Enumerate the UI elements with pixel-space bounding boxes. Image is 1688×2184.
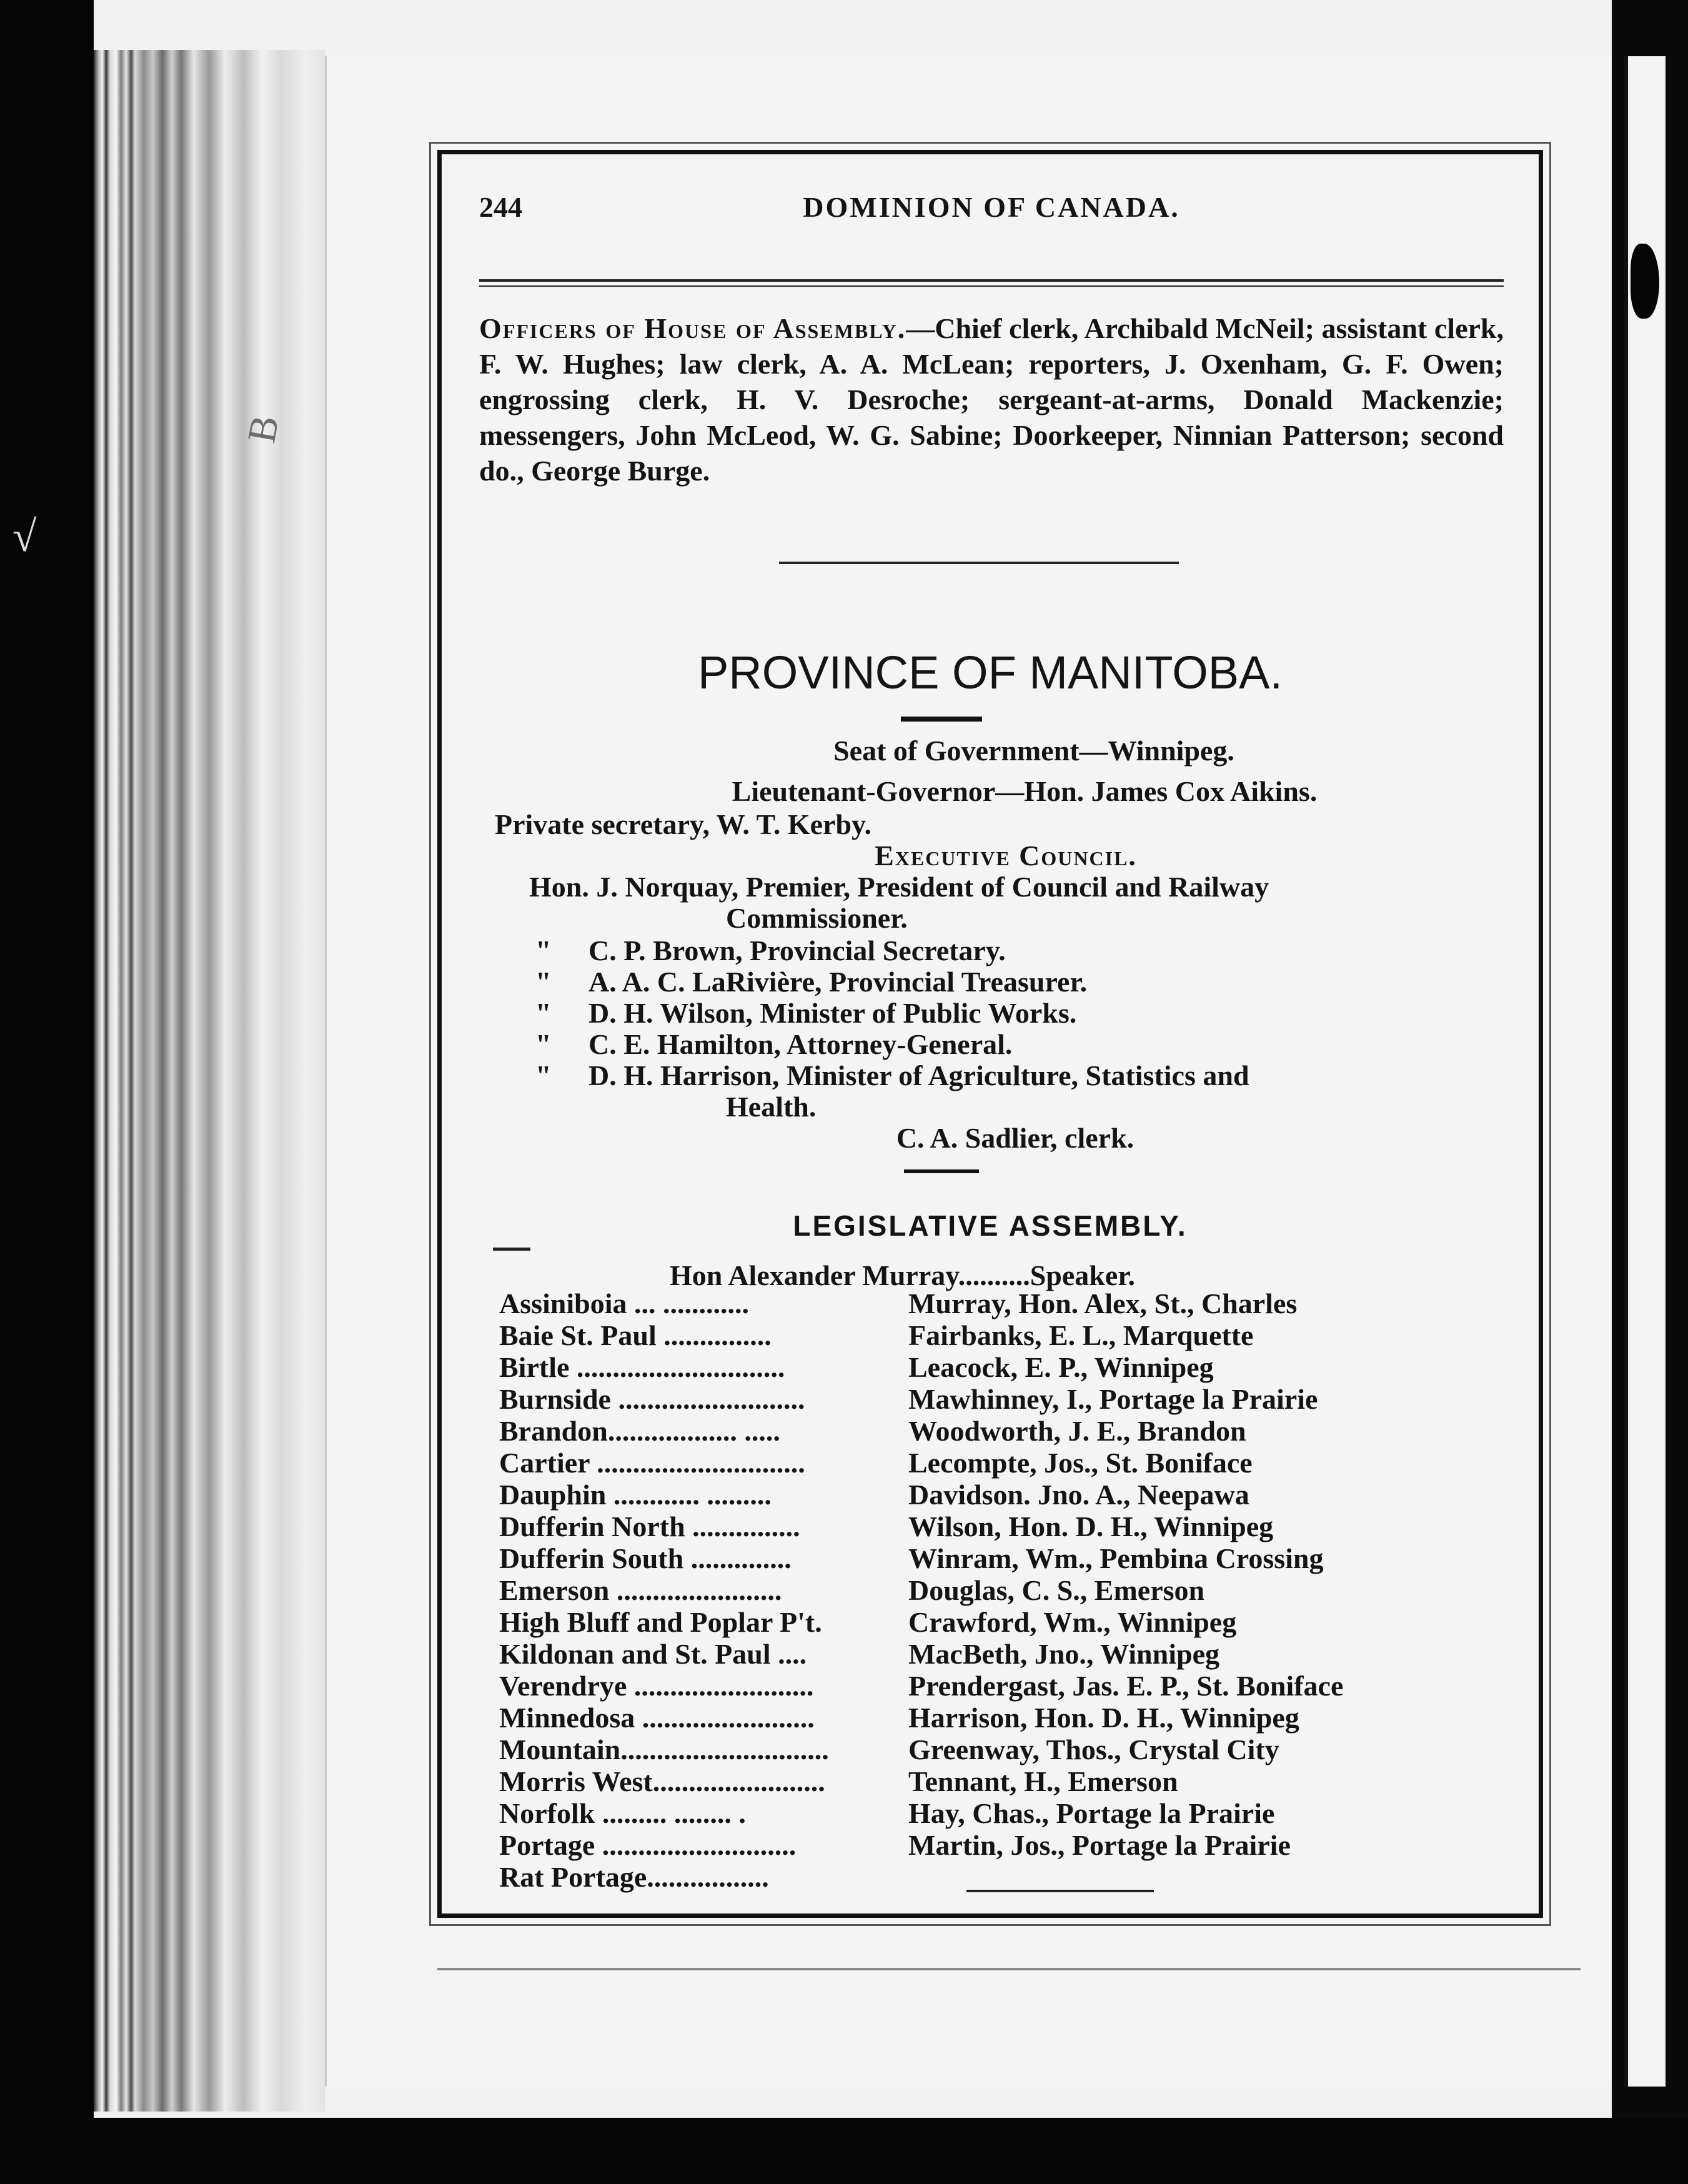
running-head: DOMINION OF CANADA. <box>803 191 1180 223</box>
executive-member-row <box>535 935 1510 966</box>
executive-council-heading: Executive Council. <box>875 840 1137 871</box>
next-page-strip <box>1624 56 1666 2087</box>
officers-heading: Officers of House of Assembly. <box>479 312 906 344</box>
member-name: Greenway, Thos., Crystal City <box>908 1734 1279 1765</box>
executive-council-list <box>535 935 1510 1091</box>
premier-line: Hon. J. Norquay, Premier, President of Council and Railway <box>529 871 1269 903</box>
member-row <box>499 1766 1524 1798</box>
member-name: Woodworth, J. E., Brandon <box>908 1415 1246 1447</box>
member-name: Harrison, Hon. D. H., Winnipeg <box>908 1702 1299 1734</box>
council-clerk: C. A. Sadlier, clerk. <box>896 1122 1134 1154</box>
constituency: Dauphin ............ ......... <box>499 1479 772 1511</box>
member-name: Crawford, Wm., Winnipeg <box>908 1606 1237 1638</box>
member-row <box>499 1798 1524 1830</box>
title-underline <box>901 717 982 722</box>
constituency: High Bluff and Poplar P't. <box>499 1607 822 1638</box>
executive-continuation: Health. <box>726 1091 817 1123</box>
ditto-mark: " <box>535 997 552 1029</box>
ink-blot <box>1631 244 1659 319</box>
constituency: Baie St. Paul ............... <box>499 1320 772 1351</box>
executive-member: C. E. Hamilton, Attorney-General. <box>588 1028 1013 1060</box>
executive-member-row <box>535 998 1510 1029</box>
member-row <box>499 1734 1524 1766</box>
member-name: Martin, Jos., Portage la Prairie <box>908 1829 1291 1861</box>
member-row <box>499 1479 1524 1511</box>
member-row <box>499 1511 1524 1543</box>
member-row <box>499 1575 1524 1607</box>
member-name: Hay, Chas., Portage la Prairie <box>908 1797 1275 1829</box>
executive-member-row <box>535 1060 1510 1091</box>
member-name <box>908 1862 1524 1894</box>
dash-mark <box>493 1248 530 1251</box>
scan-dark-margin-bottom <box>0 2118 1688 2184</box>
executive-member-row <box>535 966 1510 998</box>
constituency: Dufferin North ............... <box>499 1511 800 1542</box>
executive-member: D. H. Wilson, Minister of Public Works. <box>588 997 1077 1029</box>
executive-member-row <box>535 1029 1510 1060</box>
member-name: Murray, Hon. Alex, St., Charles <box>908 1288 1298 1319</box>
constituency: Emerson ....................... <box>499 1575 782 1606</box>
header-rule <box>479 279 1504 287</box>
member-row <box>499 1384 1524 1416</box>
member-name: Lecompte, Jos., St. Boniface <box>908 1447 1253 1479</box>
executive-member: C. P. Brown, Provincial Secretary. <box>588 935 1006 966</box>
ditto-mark: " <box>535 935 552 966</box>
private-secretary: Private secretary, W. T. Kerby. <box>495 808 872 840</box>
member-name: MacBeth, Jno., Winnipeg <box>908 1638 1219 1670</box>
constituency: Norfolk ......... ........ . <box>499 1798 746 1829</box>
member-row <box>499 1830 1524 1862</box>
constituency: Mountain............................. <box>499 1734 829 1765</box>
scan-dark-margin-left <box>0 0 94 2184</box>
constituency: Dufferin South .............. <box>499 1543 792 1574</box>
constituency: Cartier ............................. <box>499 1447 805 1479</box>
margin-stamp: B <box>239 412 287 447</box>
constituency: Minnedosa ........................ <box>499 1702 815 1734</box>
legislative-assembly-title: LEGISLATIVE ASSEMBLY. <box>793 1209 1188 1242</box>
constituency: Birtle ............................. <box>499 1352 785 1383</box>
member-row <box>499 1288 1524 1320</box>
member-row <box>499 1416 1524 1447</box>
page-bottom-smudge <box>437 1968 1581 1970</box>
ditto-mark: " <box>535 1060 552 1091</box>
member-name: Fairbanks, E. L., Marquette <box>908 1319 1254 1351</box>
member-name: Mawhinney, I., Portage la Prairie <box>908 1383 1318 1415</box>
province-title: PROVINCE OF MANITOBA. <box>697 647 1283 698</box>
member-name: Tennant, H., Emerson <box>908 1765 1178 1797</box>
page-stack-edges <box>94 50 325 2112</box>
scan-dark-margin-right <box>1612 0 1688 2184</box>
member-name: Davidson. Jno. A., Neepawa <box>908 1479 1249 1511</box>
member-row <box>499 1607 1524 1639</box>
member-name: Wilson, Hon. D. H., Winnipeg <box>908 1511 1274 1542</box>
premier-continuation: Commissioner. <box>726 902 908 934</box>
speaker-row: Hon Alexander Murray..........Speaker. <box>670 1259 1135 1291</box>
section-divider <box>779 562 1179 564</box>
constituency: Kildonan and St. Paul .... <box>499 1639 807 1670</box>
member-row <box>499 1670 1524 1702</box>
member-row <box>499 1352 1524 1384</box>
constituency: Morris West........................ <box>499 1766 825 1797</box>
member-row <box>499 1862 1524 1894</box>
officers-text: —Chief clerk, Archibald McNeil; assistant clerk, F. W. Hughes; law clerk, A. A. McLean; reporters, J. Oxenham, G. F. Owen; engrossing clerk, H. V. Desroche; sergeant-at-arms, Donald Mackenzie; messengers, John McLeod, W. G. Sabine; Doorkeeper, Ninnian Patterson; second do., George Burge. <box>479 312 1504 487</box>
constituency: Burnside .......................... <box>499 1384 805 1415</box>
ditto-mark: " <box>535 966 552 998</box>
constituency: Verendrye ......................... <box>499 1670 814 1702</box>
ditto-mark: " <box>535 1028 552 1060</box>
constituency: Assiniboia ... ............ <box>499 1288 750 1319</box>
member-row <box>499 1447 1524 1479</box>
constituency: Rat Portage................. <box>499 1862 769 1893</box>
end-rule <box>966 1890 1154 1892</box>
executive-member: A. A. C. LaRivière, Provincial Treasurer. <box>588 966 1088 998</box>
member-row <box>499 1543 1524 1575</box>
officers-paragraph <box>479 310 1504 489</box>
margin-glyph: √ <box>12 513 37 561</box>
member-name: Prendergast, Jas. E. P., St. Boniface <box>908 1670 1344 1702</box>
executive-member: D. H. Harrison, Minister of Agriculture, Statistics and <box>588 1060 1249 1091</box>
council-underline <box>904 1169 979 1173</box>
page-header <box>479 192 1504 229</box>
constituency: Brandon.................. ..... <box>499 1416 780 1447</box>
seat-of-government: Seat of Government—Winnipeg. <box>833 735 1234 767</box>
page-number: 244 <box>479 191 522 223</box>
member-name: Douglas, C. S., Emerson <box>908 1574 1205 1606</box>
member-name: Winram, Wm., Pembina Crossing <box>908 1542 1324 1574</box>
assembly-members-list <box>499 1288 1524 1894</box>
constituency: Portage ........................... <box>499 1830 797 1861</box>
member-row <box>499 1639 1524 1670</box>
printed-page-frame <box>437 150 1543 1918</box>
member-name: Leacock, E. P., Winnipeg <box>908 1351 1214 1383</box>
member-row <box>499 1702 1524 1734</box>
member-row <box>499 1320 1524 1352</box>
lieutenant-governor: Lieutenant-Governor—Hon. James Cox Aikins. <box>732 775 1318 807</box>
